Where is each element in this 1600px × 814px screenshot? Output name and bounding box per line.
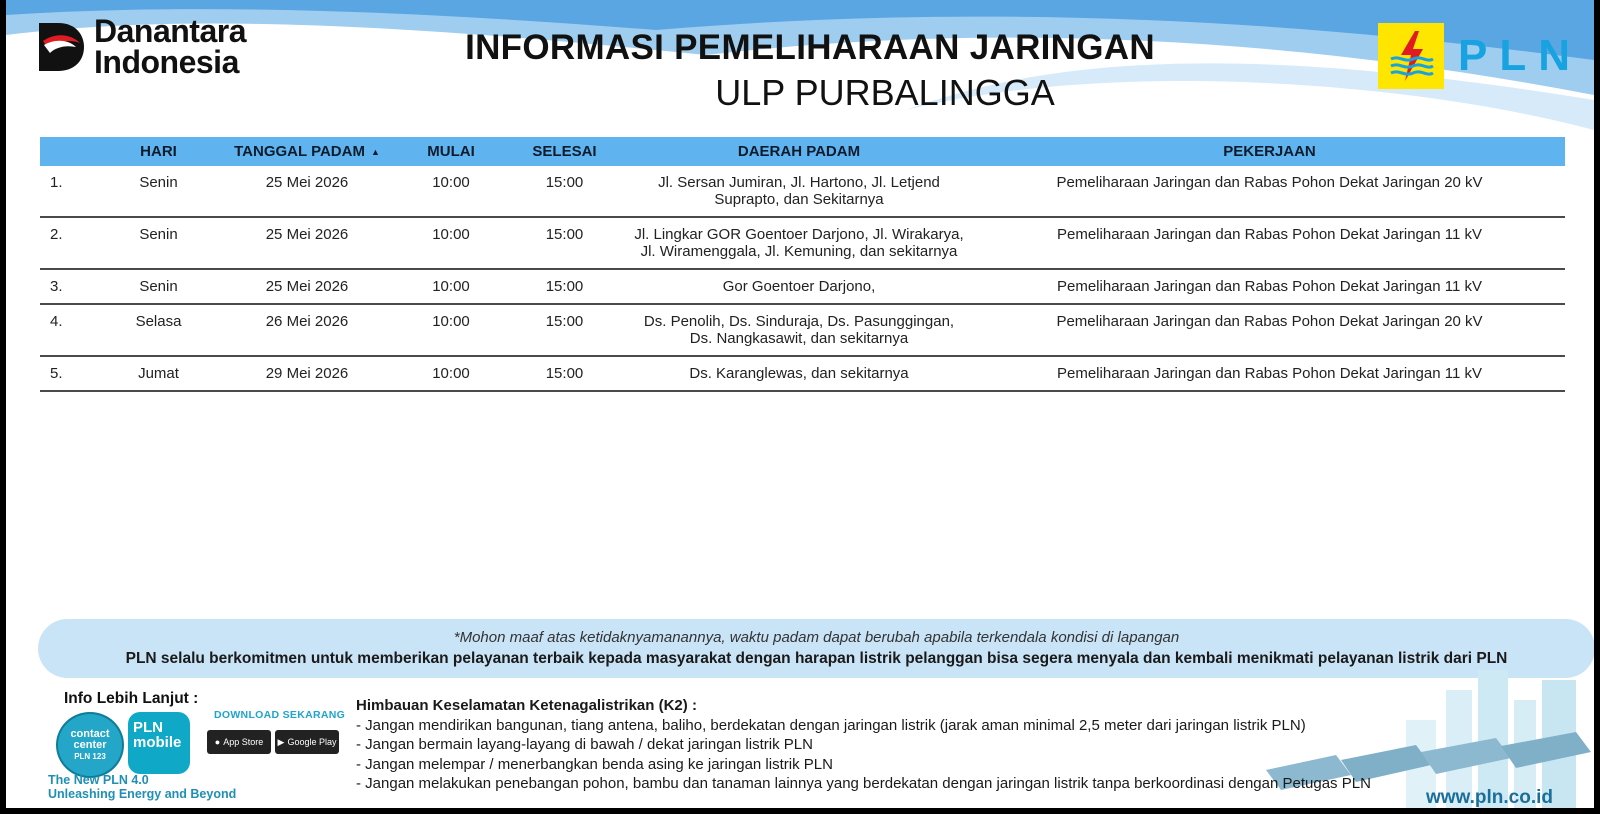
cell-mulai: 10:00 [397,217,505,269]
app-store-label: App Store [223,737,264,747]
cell-tanggal: 25 Mei 2026 [217,217,397,269]
cell-tanggal: 25 Mei 2026 [217,269,397,304]
column-header-daerah[interactable]: DAERAH PADAM [624,137,974,166]
cell-mulai: 10:00 [397,356,505,391]
cell-no: 5. [40,356,100,391]
pln-emblem [1378,23,1444,89]
download-label: DOWNLOAD SEKARANG [214,709,346,721]
column-header-hari[interactable]: HARI [100,137,217,166]
tagline-line-2: Unleashing Energy and Beyond [48,787,237,801]
sort-ascending-icon[interactable]: ▲ [370,147,380,158]
notice-apology: *Mohon maaf atas ketidaknyamanannya, waktu padam dapat berubah apabila terkendala kondisi di lapangan [453,629,1180,646]
cell-selesai: 15:00 [505,217,624,269]
cell-daerah: Ds. Karanglewas, dan sekitarnya [624,356,974,391]
header-title-block [6,28,1594,114]
column-header-mulai[interactable]: MULAI [397,137,505,166]
cell-selesai: 15:00 [505,304,624,356]
contact-center-line-1: contact [70,727,110,740]
pln-wordmark: PLN [1458,31,1582,80]
danantara-line-1: Danantara [94,13,246,49]
google-play-label: Google Play [287,737,337,747]
poster-screen [6,0,1594,808]
k2-item: - Jangan mendirikan bangunan, tiang antena, baliho, berdekatan dengan jaringan listrik (jarak aman minimal 2,5 meter dari jaringan listrik PLN) [356,716,1306,734]
danantara-line-2: Indonesia [94,44,239,80]
cell-tanggal: 29 Mei 2026 [217,356,397,391]
cell-pekerjaan: Pemeliharaan Jaringan dan Rabas Pohon Dekat Jaringan 11 kV [974,356,1565,391]
column-header-selesai[interactable]: SELESAI [505,137,624,166]
table-row [40,166,1565,217]
cell-hari: Senin [100,217,217,269]
cell-selesai: 15:00 [505,166,624,217]
cell-hari: Senin [100,166,217,217]
cell-selesai: 15:00 [505,269,624,304]
cell-mulai: 10:00 [397,304,505,356]
cell-daerah: Jl. Lingkar GOR Goentoer Darjono, Jl. Wirakarya, Jl. Wiramenggala, Jl. Kemuning, dan sekitarnya [624,217,974,269]
k2-item: - Jangan melempar / menerbangkan benda asing ke jaringan listrik PLN [356,755,833,773]
cell-mulai: 10:00 [397,269,505,304]
k2-safety-notice [356,696,1371,794]
pln-logo [1378,23,1582,89]
contact-center-line-3: PLN 123 [74,751,106,761]
cell-hari: Senin [100,269,217,304]
cell-pekerjaan: Pemeliharaan Jaringan dan Rabas Pohon Dekat Jaringan 20 kV [974,304,1565,356]
google-play-button[interactable] [275,730,339,754]
cell-pekerjaan: Pemeliharaan Jaringan dan Rabas Pohon Dekat Jaringan 11 kV [974,269,1565,304]
column-header-no [40,137,100,166]
mobile-line-2: mobile [133,734,182,751]
info-label: Info Lebih Lanjut : [64,690,199,707]
cell-daerah: Jl. Sersan Jumiran, Jl. Hartono, Jl. Letjend Suprapto, dan Sekitarnya [624,166,974,217]
table-row [40,356,1565,391]
lightning-icon [1387,29,1435,83]
cell-tanggal: 26 Mei 2026 [217,304,397,356]
cell-hari: Selasa [100,304,217,356]
maintenance-table [40,137,1565,392]
cell-pekerjaan: Pemeliharaan Jaringan dan Rabas Pohon Dekat Jaringan 20 kV [974,166,1565,217]
tagline-line-1: The New PLN 4.0 [48,773,149,787]
k2-title: Himbauan Keselamatan Ketenagalistrikan (K2) : [356,697,697,714]
cell-no: 1. [40,166,100,217]
cell-no: 4. [40,304,100,356]
maintenance-table-container [40,137,1565,392]
table-header-row [40,137,1565,166]
app-store-button[interactable] [207,730,271,754]
table-row [40,304,1565,356]
contact-center-icon[interactable] [56,712,124,778]
cell-daerah: Gor Goentoer Darjono, [624,269,974,304]
cell-mulai: 10:00 [397,166,505,217]
pln-mobile-app-icon[interactable] [128,712,190,774]
table-row [40,269,1565,304]
k2-item: - Jangan bermain layang-layang di bawah / dekat jaringan listrik PLN [356,736,813,753]
website-link[interactable]: www.pln.co.id [1426,787,1554,808]
cell-tanggal: 25 Mei 2026 [217,166,397,217]
k2-item: - Jangan melakukan penebangan pohon, bambu dan tanaman lainnya yang berdekatan dengan jaringan listrik tanpa berkoordinasi dengan Petugas PLN [356,775,1371,792]
tagline [48,773,236,801]
cell-daerah: Ds. Penolih, Ds. Sinduraja, Ds. Pasunggingan, Ds. Nangkasawit, dan sekitarnya [624,304,974,356]
contact-center-line-2: center [73,738,107,751]
page-title: INFORMASI PEMELIHARAAN JARINGAN [465,28,1155,67]
column-header-pekerjaan[interactable]: PEKERJAAN [974,137,1565,166]
cell-pekerjaan: Pemeliharaan Jaringan dan Rabas Pohon Dekat Jaringan 11 kV [974,217,1565,269]
table-row [40,217,1565,269]
play-icon: ▶ [277,736,285,747]
cell-selesai: 15:00 [505,356,624,391]
cell-no: 3. [40,269,100,304]
page-subtitle: ULP PURBALINGGA [715,72,1055,113]
column-header-tanggal-label: TANGGAL PADAM [234,143,365,160]
mobile-line-1: PLN [133,719,163,736]
cell-no: 2. [40,217,100,269]
cell-hari: Jumat [100,356,217,391]
notice-commitment: PLN selalu berkomitmen untuk memberikan pelayanan terbaik kepada masyarakat dengan harapan listrik pelanggan bisa segera menyala dan kembali menikmati pelayanan listrik dari PLN [125,650,1508,667]
column-header-tanggal[interactable] [217,137,397,166]
apple-icon: ● [214,737,221,747]
